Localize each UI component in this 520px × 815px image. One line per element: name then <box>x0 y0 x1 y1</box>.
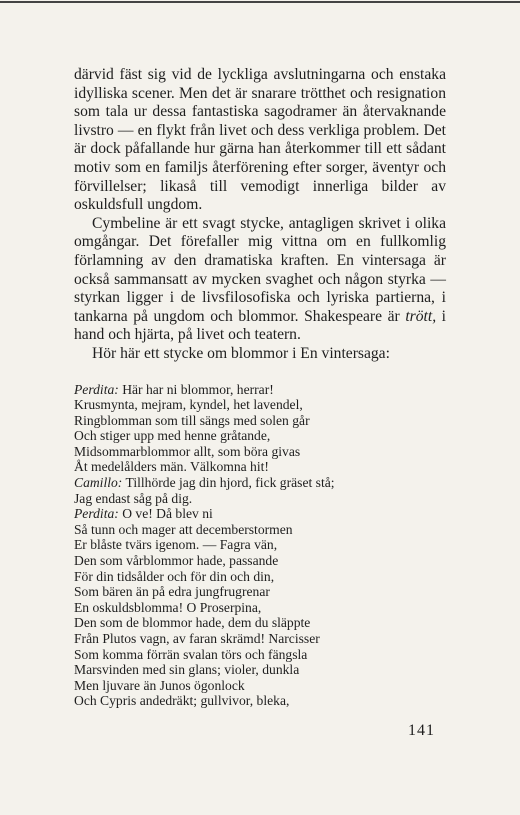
verse-text: Så tunn och mager att decemberstormen <box>74 521 293 537</box>
verse-text: Som bären än på edra jungfrugrenar <box>74 584 270 600</box>
verse-line <box>74 413 446 429</box>
verse-line <box>74 537 446 553</box>
paragraph-1: därvid fäst sig vid de lyckliga avslutningarna och enstaka idylliska scener. Men det är snarare trötthet och resignation som tala ur dessa fantastiska sagodramer än återvaknande livstro — en flykt från livet och dess verkliga problem. Det är dock påfallande hur gärna han återkommer till ett sådant motiv som en familjs återförening efter sorger, äventyr och förvillelser; likaså till vemodigt innerliga bilder av oskuldsfull ungdom. <box>74 66 446 214</box>
verse-text: Den som de blommor hade, dem du släppte <box>74 615 311 631</box>
verse-text: Som komma förrän svalan törs och fängsla <box>74 646 308 662</box>
verse-line <box>74 647 446 663</box>
verse-line <box>74 584 446 600</box>
verse-text: Jag endast såg på dig. <box>74 490 193 506</box>
prose-body <box>74 66 446 364</box>
paragraph-2-text: Cymbeline är ett svagt stycke, antagligen skrivet i olika omgångar. Det förefaller mig vittna om en fullkomlig förlamning av den dramatiska kraften. En vintersaga är också sammansatt av mycken svaghet och någon styrka — styrkan ligger i de livsfilosofiska och lyriska partierna, i tankarna på ungdom och blommor. Shakespeare är <box>74 214 446 325</box>
verse-line <box>74 444 446 460</box>
paragraph-2 <box>74 215 446 345</box>
verse-line <box>74 506 446 522</box>
verse-line <box>74 397 446 413</box>
paragraph-2-emphasis: trött, <box>405 307 437 325</box>
speaker-name: Perdita: <box>74 506 119 522</box>
verse-text: En oskuldsblomma! O Proserpina, <box>74 599 262 615</box>
verse-text: Och Cypris andedräkt; gullvivor, bleka, <box>74 693 290 709</box>
paragraph-2-tail: i hand och hjärta, på livet och teatern. <box>74 307 447 344</box>
verse-text: O ve! Då blev ni <box>118 506 213 522</box>
verse-line <box>74 678 446 694</box>
verse-text: Åt medelålders män. Välkomna hit! <box>74 459 269 475</box>
verse-text: Tillhörde jag din hjord, fick gräset stå; <box>122 475 335 491</box>
verse-line <box>74 615 446 631</box>
verse-line <box>74 475 446 491</box>
speaker-name: Camillo: <box>74 475 123 491</box>
verse-text: Er blåste tvärs igenom. — Fagra vän, <box>74 537 278 553</box>
verse-line <box>74 491 446 507</box>
speaker-name: Perdita: <box>74 381 119 397</box>
verse-text: Här har ni blommor, herrar! <box>118 381 274 397</box>
verse-line <box>74 662 446 678</box>
verse-text: Ringblomman som till sängs med solen går <box>74 412 310 428</box>
verse-text: Från Plutos vagn, av faran skrämd! Narcisser <box>74 631 320 646</box>
page-edge-rule <box>0 1 520 3</box>
verse-text: Krusmynta, mejram, kyndel, het lavendel, <box>74 397 303 413</box>
page-number: 141 <box>408 722 435 739</box>
verse-line <box>74 631 446 647</box>
verse-line <box>74 428 446 444</box>
paragraph-3: Hör här ett stycke om blommor i En vintersaga: <box>92 344 390 362</box>
verse-text: Den som vårblommor hade, passande <box>74 553 279 569</box>
verse-text: Marsvinden med sin glans; violer, dunkla <box>74 662 300 678</box>
verse-line <box>74 569 446 585</box>
verse-text: För din tidsålder och för din och din, <box>74 568 275 584</box>
verse-text: Men ljuvare än Junos ögonlock <box>74 677 245 693</box>
verse-quotation <box>74 382 446 709</box>
verse-line <box>74 459 446 475</box>
verse-line <box>74 553 446 569</box>
verse-text: Midsommarblommor allt, som böra givas <box>74 443 301 459</box>
verse-line <box>74 693 446 709</box>
verse-line <box>74 600 446 616</box>
verse-line <box>74 382 446 398</box>
verse-text: Och stiger upp med henne gråtande, <box>74 428 271 444</box>
verse-line <box>74 522 446 538</box>
book-page <box>74 66 446 709</box>
